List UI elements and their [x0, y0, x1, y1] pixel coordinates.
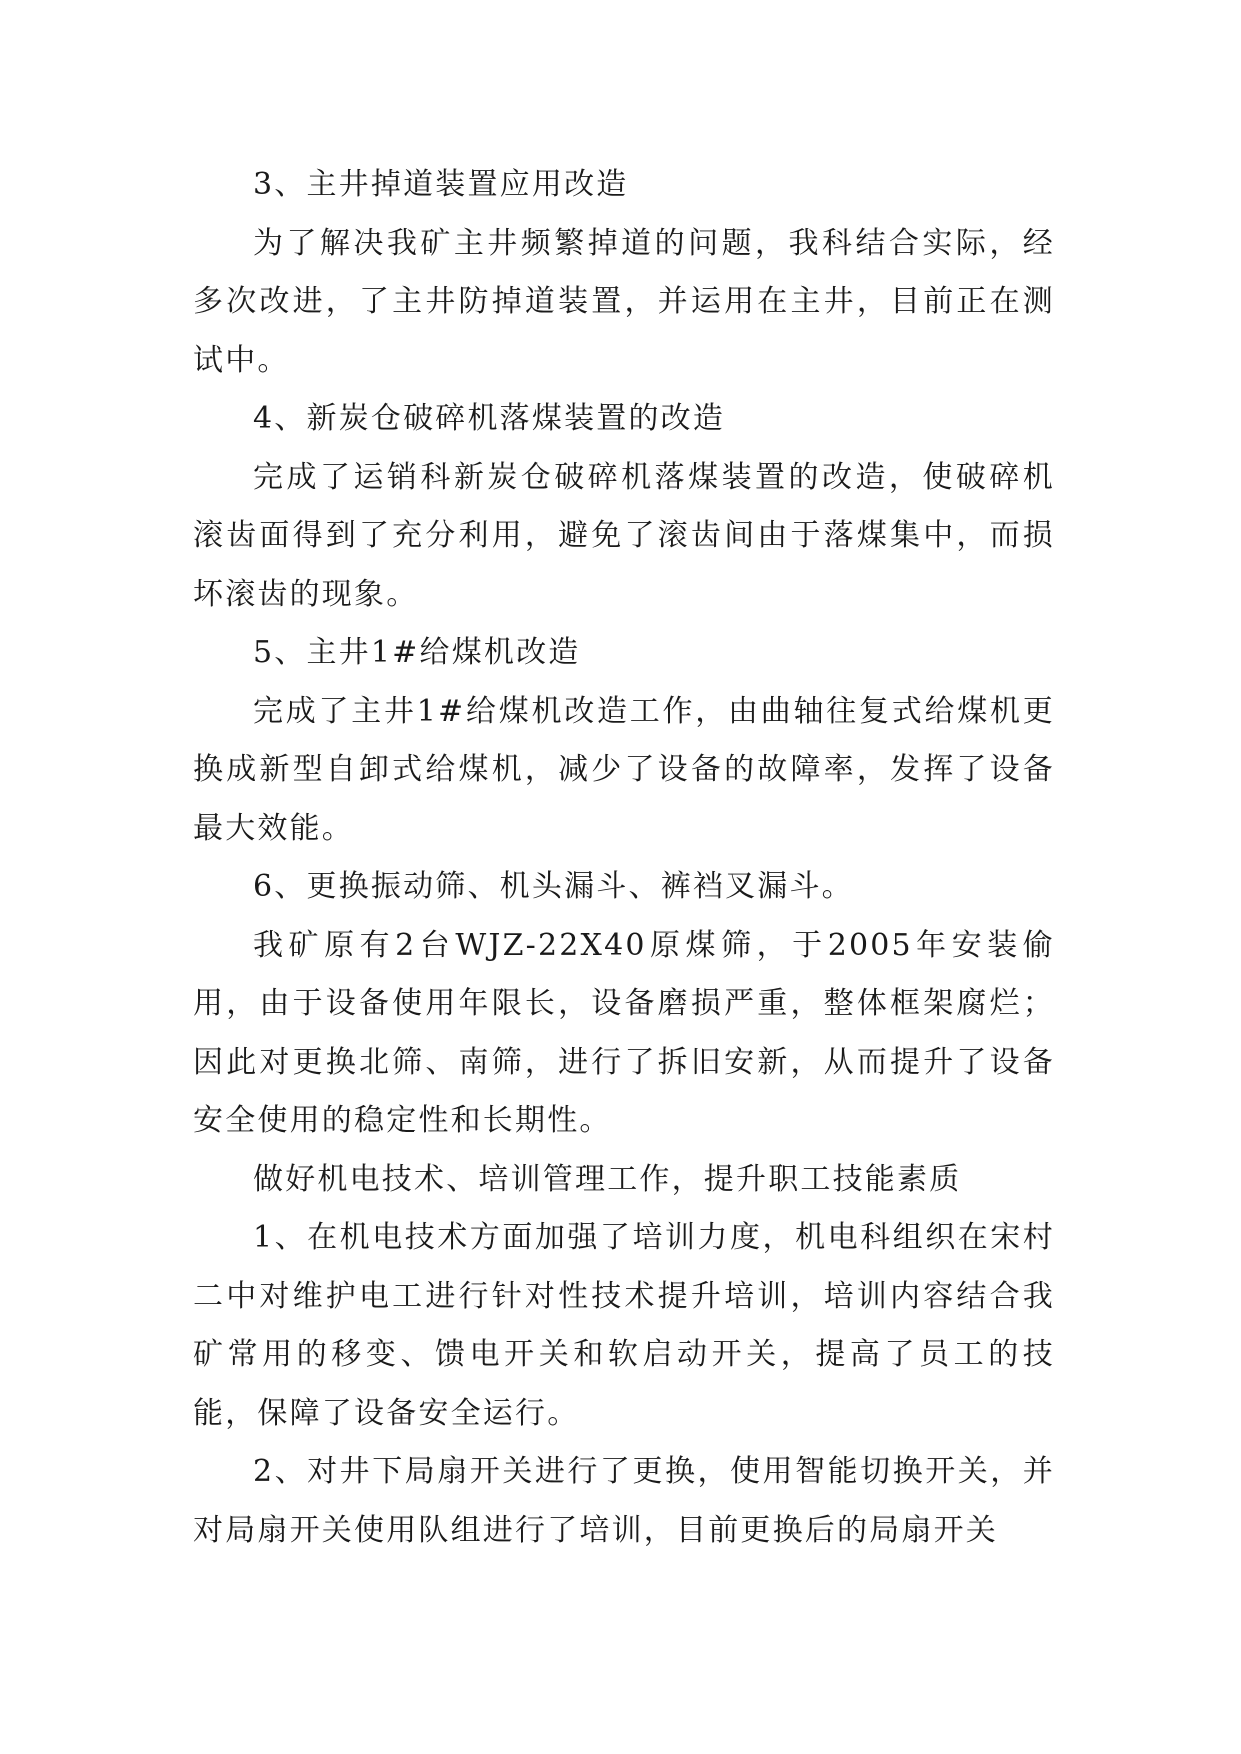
section-heading-crusher-coal-drop: 4、新炭仓破碎机落煤装置的改造 — [253, 401, 726, 436]
section-heading-training: 做好机电技术、培训管理工作，提升职工技能素质 — [253, 1161, 962, 1197]
section-heading-vibrating-screen: 6、更换振动筛、机头漏斗、裤裆叉漏斗。 — [253, 869, 854, 904]
paragraph-vibrating-screen: 我矿原有2台WJZ-22X40原煤筛，于2005年安装偷用，由于设备使用年限长，设备磨损严重，整体框架腐烂；因此对更换北筛、南筛，进行了拆旧安新，从而提升了设备安全使用的稳定性和长期性。 — [193, 927, 1055, 1138]
paragraph-training-fan-switch: 2、对井下局扇开关进行了更换，使用智能切换开关，并对局扇开关使用队组进行了培训，目前更换后的局扇开关 — [193, 1454, 1055, 1548]
paragraph-crusher-coal-drop: 完成了运销科新炭仓破碎机落煤装置的改造，使破碎机滚齿面得到了充分利用，避免了滚齿间由于落煤集中，而损坏滚齿的现象。 — [193, 459, 1055, 612]
section-heading-coal-feeder: 5、主井1#给煤机改造 — [253, 635, 581, 670]
paragraph-training-electrical: 1、在机电技术方面加强了培训力度，机电科组织在宋村二中对维护电工进行针对性技术提升培训，培训内容结合我矿常用的移变、馈电开关和软启动开关，提高了员工的技能，保障了设备安全运行。 — [193, 1220, 1055, 1431]
document-body — [193, 156, 1055, 1560]
paragraph-main-shaft-derail: 为了解决我矿主井频繁掉道的问题，我科结合实际，经多次改进，了主井防掉道装置，并运用在主井，目前正在测试中。 — [193, 225, 1055, 378]
paragraph-coal-feeder: 完成了主井1#给煤机改造工作，由曲轴往复式给煤机更换成新型自卸式给煤机，减少了设备的故障率，发挥了设备最大效能。 — [193, 693, 1055, 846]
section-heading-main-shaft-derail: 3、主井掉道装置应用改造 — [253, 167, 629, 202]
